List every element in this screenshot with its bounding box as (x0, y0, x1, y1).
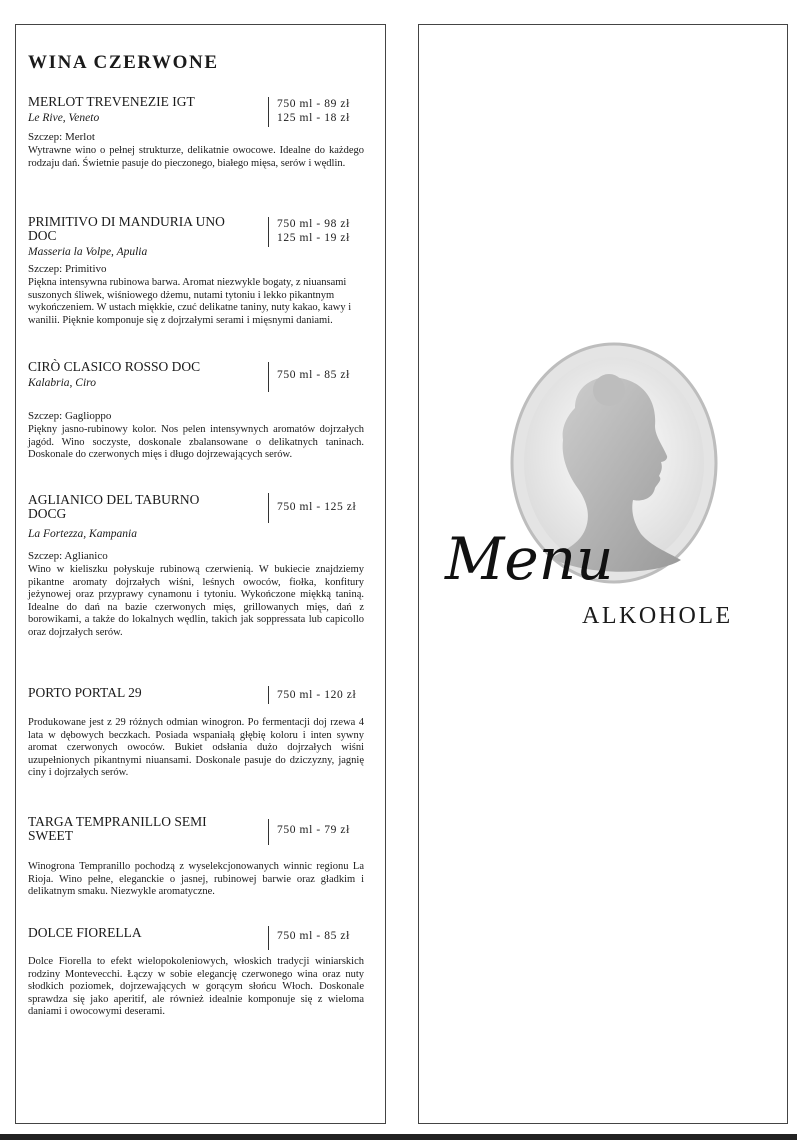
wine-name: MERLOT TREVENEZIE IGT (28, 94, 195, 109)
section-title: WINA CZERWONE (28, 52, 219, 73)
price-box (268, 686, 364, 704)
price-box (268, 217, 364, 247)
price: 750 ml - 89 zł (277, 98, 350, 110)
price-box (268, 493, 364, 523)
price: 750 ml - 85 zł (277, 930, 350, 942)
wine-grape: Szczep: Merlot (28, 131, 95, 143)
price-box (268, 97, 364, 127)
wine-item-dolce-fiorella (28, 926, 364, 1019)
menu-page-left (15, 24, 386, 1124)
wine-item-porto (28, 686, 364, 780)
wine-item-aglianico (28, 493, 364, 639)
wine-name: CIRÒ CLASICO ROSSO DOC (28, 359, 201, 374)
price: 750 ml - 98 zł (277, 218, 350, 230)
price: 125 ml - 18 zł (277, 112, 350, 124)
price: 125 ml - 19 zł (277, 232, 350, 244)
wine-name: PRIMITIVO DI MANDURIA UNO DOC (28, 214, 225, 243)
menu-page-right (418, 24, 788, 1124)
wine-description: Winogrona Tempranillo pochodzą z wyselekcjonowanych winnic regionu La Rioja. Wino pełne, eleganckie o jasnej, rubinowej barwie oraz gładkim i delikatnym smaku. Niezwykle aromatyczne. (28, 861, 364, 897)
price-box (268, 926, 364, 950)
wine-name: TARGA TEMPRANILLO SEMI SWEET (28, 814, 207, 843)
wine-item-targa (28, 815, 364, 899)
price: 750 ml - 125 zł (277, 501, 357, 513)
wine-name: AGLIANICO DEL TABURNO DOCG (28, 492, 200, 521)
wine-item-ciro (28, 360, 364, 462)
menu-script-title: Menu (445, 525, 614, 593)
wine-description: Wino w kieliszku połyskuje rubinową czerwienią. W bukiecie znajdziemy pikantne aromaty dojrzałych wiśni, leśnych owoców, fiołka, konfitury jeżynowej oraz przyprawy cynamonu i tytoniu. Wykończone miękką taniną. Idealne do dań na bazie czerwonych mięs, grillowanych mięs, dań z borowikami, a także do lokalnych wędlin, takich jak soppressata lub capicollo oraz dojrzałych serów. (28, 564, 364, 638)
wine-origin: La Fortezza, Kampania (28, 528, 137, 540)
wine-grape: Szczep: Aglianico (28, 550, 108, 562)
wine-description: Piękny jasno-rubinowy kolor. Nos pelen intensywnych aromatów dojrzałych jagód. Wino soczyste, doskonale zbalansowane o delikatnych taninach. Doskonale do czerwonych mięs i długo dojrzewających serów. (28, 424, 364, 460)
wine-description: Produkowane jest z 29 różnych odmian winogron. Po fermentacji doj rzewa 4 lata w dębowych beczkach. Posiada wspaniałą głębię koloru i inten sywny aromat czerwonych owoców. Bukiet odsłania dużo dojrzałych wiśni uzupełnionych pikantnymi niuansami. Doskonale pasuje do dziczyzny, jagnię ciny i dojrzałych serów. (28, 717, 364, 778)
wine-origin: Le Rive, Veneto (28, 112, 100, 124)
wine-name: PORTO PORTAL 29 (28, 685, 142, 700)
wine-item-merlot (28, 95, 364, 170)
wine-description: Wytrawne wino o pełnej strukturze, delikatnie owocowe. Idealne do każdego rodzaju dań. Świetnie pasuje do pieczonego, białego mięsa, serów i wędlin. (28, 145, 364, 169)
wine-item-primitivo (28, 215, 364, 327)
price: 750 ml - 120 zł (277, 689, 357, 701)
wine-grape: Szczep: Primitivo (28, 263, 107, 275)
wine-origin: Kalabria, Ciro (28, 377, 96, 389)
bottom-edge (0, 1134, 797, 1140)
wine-description: Dolce Fiorella to efekt wielopokoleniowych, włoskich tradycji winiarskich rodziny Montevecchi. Łączy w sobie elegancję czerwonego wina oraz nuty słodkich poziomek, dojrzewających w gorącym słońcu Włoch. Doskonale sprawdza się jako aperitif, ale również idealnie komponuje się z wieloma daniami i owocowymi deserami. (28, 956, 364, 1017)
price: 750 ml - 85 zł (277, 369, 350, 381)
wine-description: Piękna intensywna rubinowa barwa. Aromat niezwykle bogaty, z niuansami suszonych śliwek, wiśniowego dżemu, nutami tytoniu i lekko pikantnym wykończeniem. W ustach miękkie, czuć delikatne taniny, nuty kakao, kawy i wanilii. Pięknie komponuje się z dojrzałymi serami i mięsnymi daniami. (28, 277, 352, 326)
price: 750 ml - 79 zł (277, 824, 350, 836)
price-box (268, 819, 364, 845)
wine-name: DOLCE FIORELLA (28, 925, 142, 940)
price-box (268, 362, 364, 392)
wine-grape: Szczep: Gaglioppo (28, 410, 112, 422)
wine-origin: Masseria la Volpe, Apulia (28, 246, 148, 258)
menu-subtitle: ALKOHOLE (582, 603, 733, 629)
